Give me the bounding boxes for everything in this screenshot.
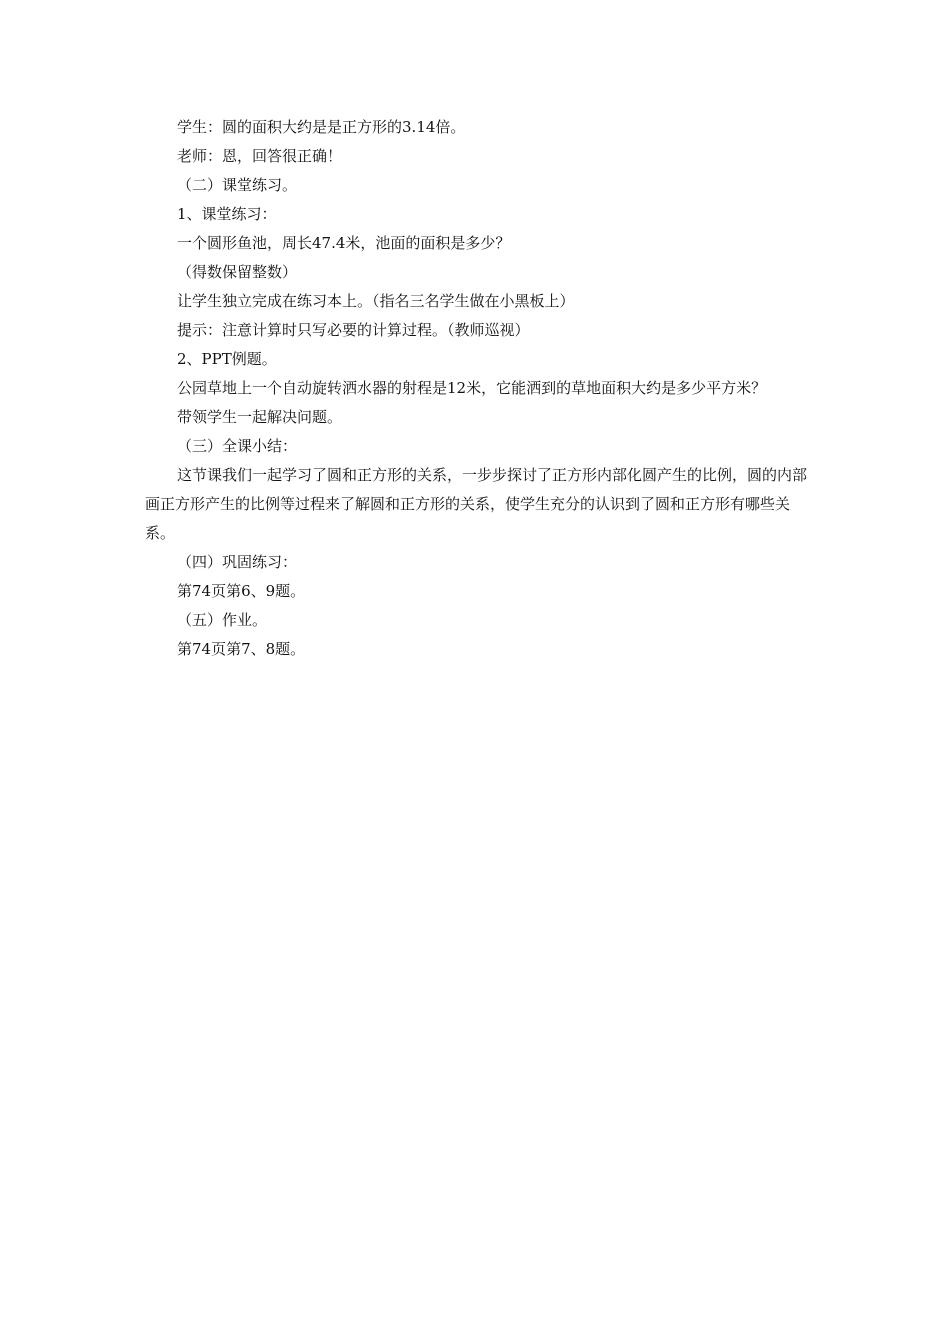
section-heading-classroom-practice: （二）课堂练习。 bbox=[177, 176, 298, 194]
section-heading-homework: （五）作业。 bbox=[177, 611, 268, 629]
paragraph-solve-together: 带领学生一起解决问题。 bbox=[177, 408, 343, 426]
paragraph-fishpond-problem: 一个圆形鱼池，周长47.4米，池面的面积是多少？ bbox=[177, 234, 511, 252]
paragraph-consolidation-exercises: 第74页第6、9题。 bbox=[177, 582, 306, 600]
paragraph-student-answer: 学生：圆的面积大约是是正方形的3.14倍。 bbox=[177, 118, 466, 136]
document-body bbox=[145, 113, 807, 664]
paragraph-hint: 提示：注意计算时只写必要的计算过程。（教师巡视） bbox=[177, 321, 530, 339]
section-heading-summary: （三）全课小结： bbox=[177, 437, 298, 455]
paragraph-ppt-example: 2、PPT例题。 bbox=[177, 350, 277, 368]
paragraph-summary: 这节课我们一起学习了圆和正方形的关系，一步步探讨了正方形内部化圆产生的比例，圆的内部画正方形产生的比例等过程来了解圆和正方形的关系，使学生充分的认识到了圆和正方形有哪些关系。 bbox=[145, 466, 808, 542]
paragraph-independent-work: 让学生独立完成在练习本上。（指名三名学生做在小黑板上） bbox=[177, 292, 575, 310]
section-heading-consolidation: （四）巩固练习： bbox=[177, 553, 298, 571]
paragraph-homework-exercises: 第74页第7、8题。 bbox=[177, 640, 306, 658]
paragraph-practice-label: 1、课堂练习： bbox=[177, 205, 277, 223]
paragraph-sprinkler-problem: 公园草地上一个自动旋转洒水器的射程是12米，它能洒到的草地面积大约是多少平方米？ bbox=[177, 379, 767, 397]
paragraph-rounding-note: （得数保留整数） bbox=[177, 263, 298, 281]
paragraph-teacher-reply: 老师：恩，回答很正确！ bbox=[177, 147, 343, 165]
